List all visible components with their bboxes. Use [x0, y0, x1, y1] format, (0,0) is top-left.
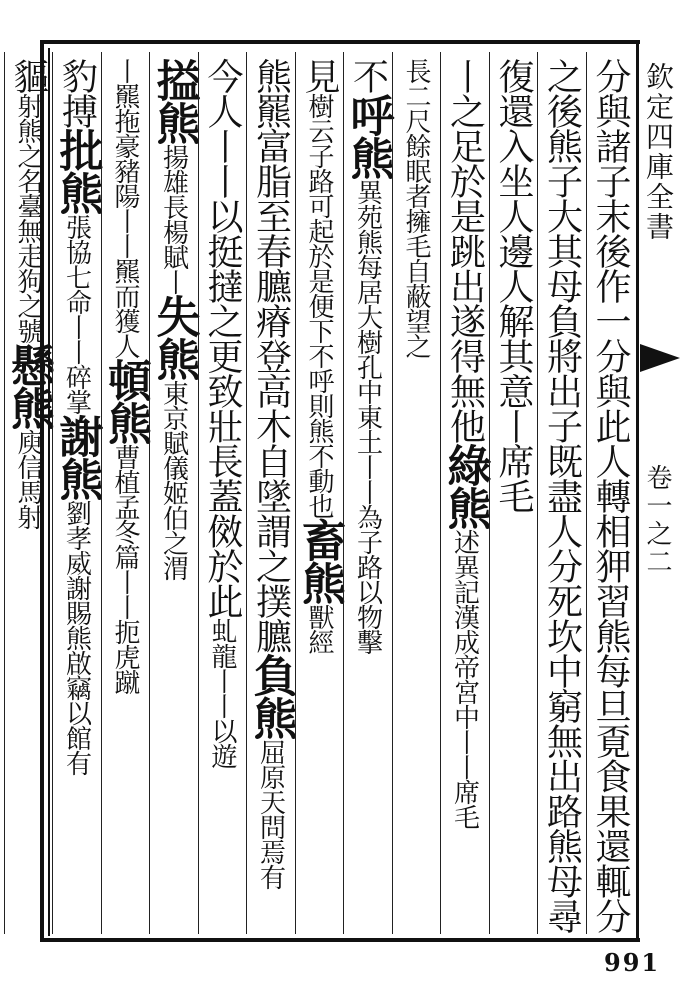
body-text: 見 [299, 58, 340, 93]
body-text: 貙 [8, 58, 49, 93]
body-text: 今人丨丨以挺撻之更致壯長蓋傚於此 [202, 58, 243, 618]
text-column [101, 52, 150, 934]
headword: 畜熊 [294, 518, 345, 604]
volume-label: 卷一之二 [642, 464, 672, 576]
annotation: 劉孝威謝賜熊啟竊以館有 [61, 500, 92, 775]
annotation: 虬龍丨丨以遊 [207, 618, 237, 768]
headword: 批熊 [51, 128, 103, 214]
text-column [343, 52, 392, 934]
text-column [392, 52, 441, 934]
headword: 搤熊 [148, 58, 200, 144]
frame-bottom-border [40, 938, 640, 942]
headword: 頓熊 [100, 358, 151, 444]
annotation: 射熊之名臺無走狗之號 [13, 93, 43, 343]
headword: 失熊 [148, 294, 200, 380]
annotation: 樹云子路可起於是便下不呼則熊不動也 [304, 93, 334, 518]
fish-tail-mark-icon [640, 344, 680, 372]
page-number: 991 [604, 948, 661, 977]
headword: 綠熊 [439, 443, 491, 529]
frame-top-border [40, 40, 640, 44]
annotation: 獸經 [304, 604, 334, 654]
text-column [295, 52, 344, 934]
frame-right-border [636, 40, 639, 942]
body-text: 之後熊子大其母負將出子既盡人分死坎中窮無出路熊母尋 [541, 58, 583, 933]
text-column [537, 52, 586, 934]
annotation: 屈原天問焉有 [255, 739, 286, 889]
body-text [0, 58, 1, 933]
body-text: 丨之足於是跳出遂得無他 [444, 58, 486, 443]
body-text: 熊羆富脂至春臕瘠登高木自墜謂之撲臕 [250, 58, 292, 653]
text-column [586, 52, 635, 934]
headword: 懸熊 [3, 343, 54, 429]
annotation: 丨丨扼虎蹴 [110, 569, 140, 694]
page-margin [640, 44, 691, 938]
body-text: 豹搏 [56, 58, 98, 128]
annotation: 異苑熊每居大樹孔中東土丨丨為子路以物擊 [352, 179, 383, 654]
body-text: 不 [347, 58, 389, 93]
annotation: 曹植孟冬篇 [110, 444, 140, 569]
body-text: 丨 [493, 408, 534, 443]
text-column [4, 52, 53, 934]
headword: 呼熊 [342, 93, 394, 179]
annotation: 述異記漢成帝宮中丨丨席毛 [449, 529, 480, 829]
annotation: 東京賦儀姬伯之渭 [158, 380, 189, 580]
body-text: 分與諸子末後作一分與此人轉相狎習熊每旦覔食果還輒分 [590, 58, 631, 933]
text-column [440, 52, 489, 934]
annotation: 丨羆拖豪豬 [110, 58, 140, 183]
text-column [489, 52, 538, 934]
text-column [52, 52, 101, 934]
text-columns [3, 52, 634, 934]
body-text: 席毛 [493, 443, 534, 513]
text-column [246, 52, 295, 934]
annotation: 揚雄長楊賦丨 [158, 144, 189, 294]
text-column [198, 52, 247, 934]
annotation: 庾信馬射 [13, 429, 43, 529]
headword: 負熊 [245, 653, 297, 739]
headword: 謝熊 [51, 414, 103, 500]
annotation: 陽丨丨羆而獲人 [110, 183, 140, 358]
book-title: 欽定四庫全書 [642, 62, 675, 242]
annotation: 張協七命丨丨碎掌 [61, 214, 92, 414]
annotation: 長二尺餘眠者擁毛自蔽望之 [401, 58, 431, 358]
text-column [149, 52, 198, 934]
body-text: 復還入坐人邊人解其意 [493, 58, 534, 408]
